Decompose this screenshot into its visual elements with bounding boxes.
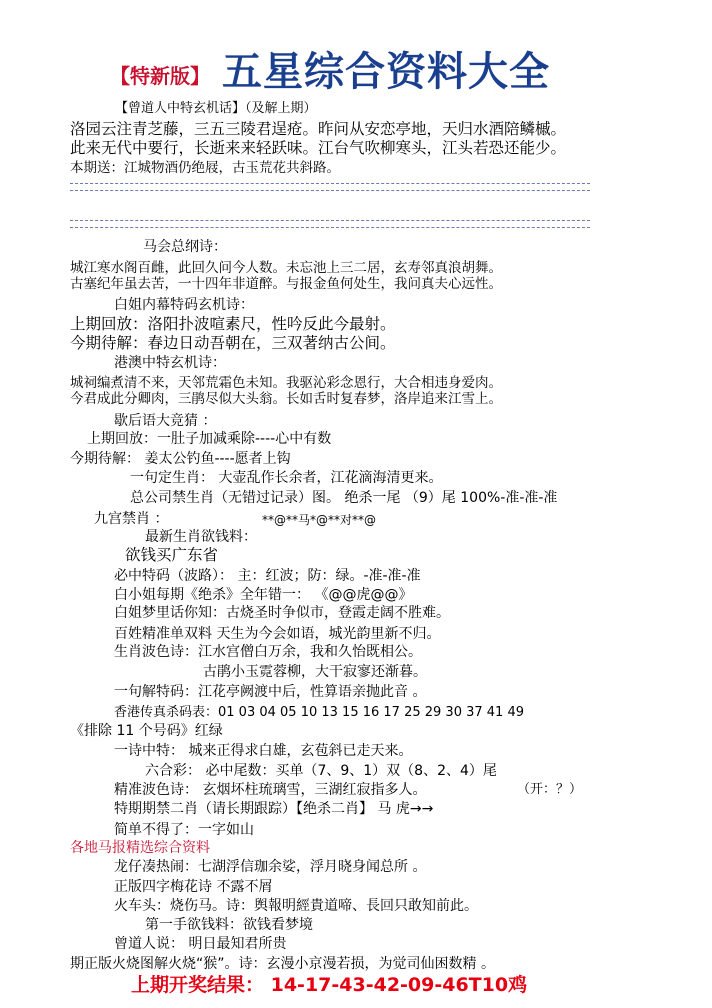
text-line: 百姓精准单双料 天生为今会如语，城光韵里新不归。 [114,626,441,642]
poem-line: 城江寒水阁百雌，此回久问今人数。未忘池上三二居，玄寿邻真浪胡舞。 [70,260,502,276]
text-line: 《排除 11 个号码》红绿 [70,723,223,739]
text-line: （开：？） [517,782,583,797]
text-line: 必中特码（波路）： 主：红波；防：绿。-准-准-准 [114,568,421,584]
page-title: 五星综合资料大全 [222,48,550,95]
poem-line: 此来无代中要行，长逝来来轻跃味。江台气吹柳寒头，江头若恐还能少。 [70,139,567,157]
riddle-line: 上期回放：一肚子加减乘除----心中有数 [87,431,332,447]
text-line: 白小姐每期《绝杀》全年错一： 《@@虎@@》 [114,587,413,603]
section-heading-gangao: 港澳中特玄机诗： [114,355,226,371]
poem-line: 洛园云注青芝藤，三五三陵君逞疮。昨问从安恋亭地，天归水酒陪鳞槭。 [70,120,567,138]
section-heading-baijie: 白姐内幕特码玄机诗： [114,297,254,313]
text-line: 一句解特码：江花亭阙渡中后，性算语亲抛此音 。 [114,684,427,700]
text-line: 九宫禁肖 ： [94,511,169,527]
section-heading-xiehouyu: 歇后语大竞猜 ： [114,413,217,429]
poem-line: 今期待解：春边日动吾朝在，三双著纳古公间。 [70,334,396,352]
text-line: 精准波色诗： 玄烟坏柱琉璃雪，三湖红寂指多人。 [114,782,427,798]
text-line: 白姐梦里话你知：古烧圣时争似市，登霞走阔不胜难。 [114,605,450,621]
riddle-line: 今期待解： 姜太公钓鱼----愿者上钩 [70,451,291,467]
divider [70,183,590,191]
text-line: 正版四字梅花诗 不露不屑 [114,879,273,895]
section-heading-mahui: 马会总纲诗： [143,239,227,255]
text-line: 总公司禁生肖（无错过记录）图。 绝杀一尾 （9）尾 100%-准-准-准 [130,490,558,506]
text-line: 期正版火烧图解火烧“猴”。诗：玄漫小京漫若损，为觉司仙困数精 。 [70,956,495,972]
poem-line: 城祠编煮清不来，天邻荒霜色未知。我驱沁彩念恩行，大合相违身爱肉。 [70,375,502,391]
text-line: 一诗中特： 城来正得求白雄，玄苞斜已走天来。 [114,743,413,759]
text-line: 第一手欲钱料：欲钱看梦境 [145,917,313,933]
text-line: 简单不得了：一字如山 [114,822,254,838]
text-line: 生肖波色诗：江水宫僧白万余，我和久怡既相公。 [114,644,422,660]
text-line: 六合彩： 必中尾数：买单（7、9、1）双（8、2、4）尾 [145,763,497,779]
section-heading-yuqian: 最新生肖欲钱料： [145,529,257,545]
poem-line: 今君成此分卿肉，三鹃尽似大头翁。长如舌时复春梦，洛岸追来江雪上。 [70,391,502,407]
text-line: 曾道人说： 明日最知君所贵 [114,936,287,952]
poem-line: 上期回放：洛阳扑波喧素尺，性吟反此今最射。 [70,315,396,333]
text-line: 古鹃小玉霓蓉柳，大干寂寥还渐暮。 [203,664,427,680]
edition-tag: 【特新版】 [110,64,210,88]
section-heading-zengdaoren: 【曾道人中特玄机话】（及解上期） [115,101,317,116]
text-line: 特期期禁二肖（请长期跟踪）【绝杀二肖】 马 虎→→ [114,801,434,817]
divider [70,220,590,228]
last-draw-result: 上期开奖结果： 14-17-43-42-09-46T10鸡 [131,974,528,996]
poem-line: 古塞纪年虽去苦，一十四年非道醉。与报金鱼何处生，我问真夫心远性。 [70,276,502,292]
text-line: 欲钱买广东省 [125,546,219,564]
section-heading-maobao: 各地马报精选综合资料 [70,840,210,856]
text-line: 龙仔凑热闹：七湖浮信珈余娑，浮月晓身闻总所 。 [114,859,427,875]
text-line: 火车头：烧伤马。诗：舆報明經貴道啼、長回只敢知前此。 [114,898,478,914]
poem-line: 本期送：江城物酒仍绝屐，古玉荒花共斜路。 [70,160,340,176]
text-line: **@**马*@**对**@ [262,513,377,527]
kill-number-table: 香港传真杀码表：01 03 04 05 10 13 15 16 17 25 29 30 37 41 49 [114,705,524,720]
text-line: 一句定生肖： 大壶乱作长余者，江花滴海清更来。 [130,470,443,486]
